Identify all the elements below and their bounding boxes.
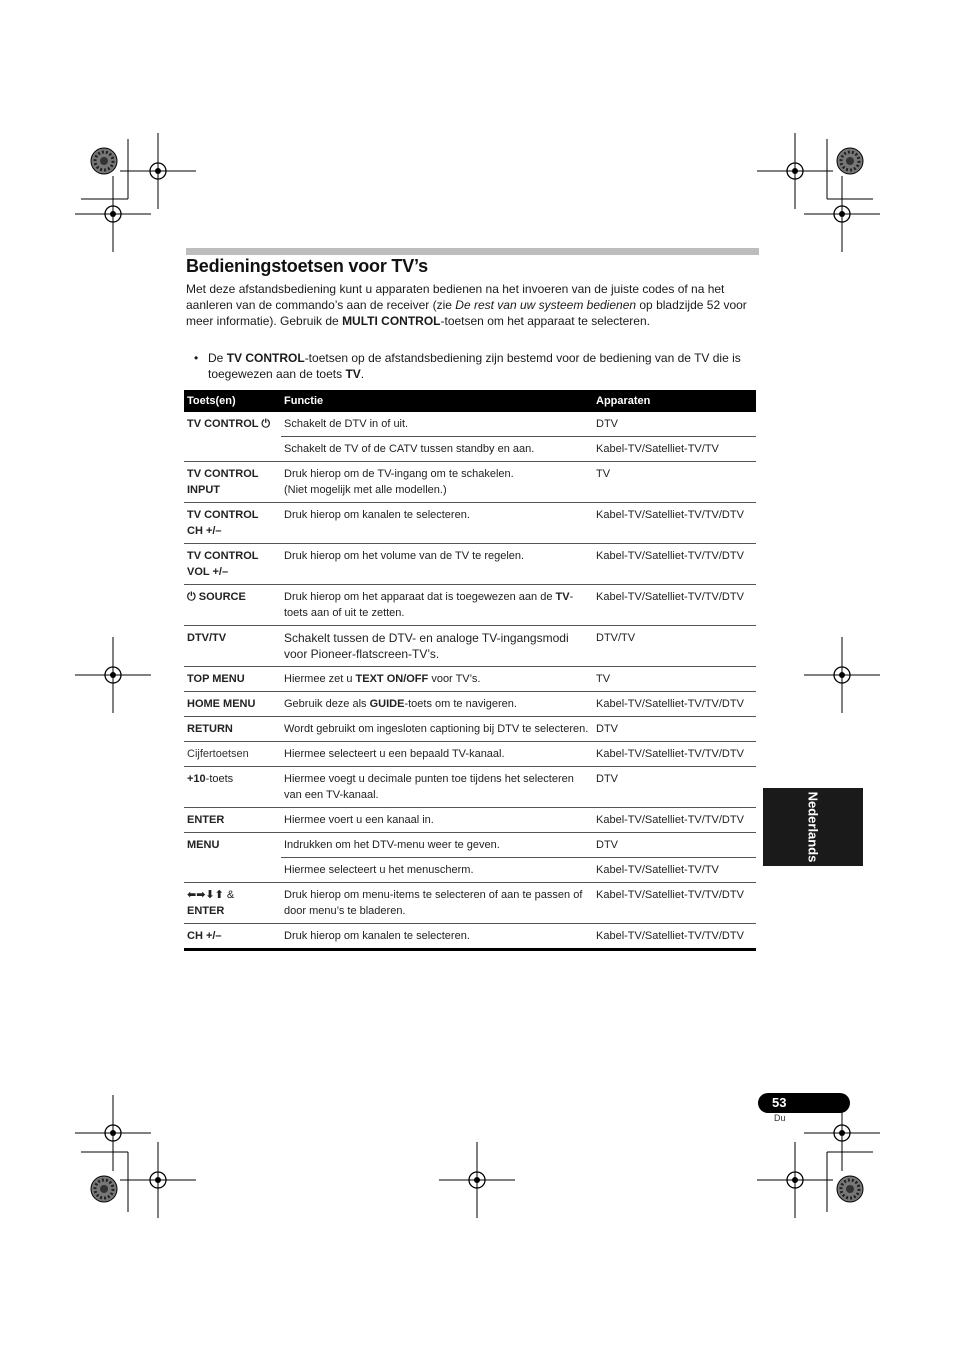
devices-cell: Kabel-TV/Satelliet-TV/TV [596,443,719,455]
table-row [184,767,756,808]
key-cell: HOME MENU [187,698,256,710]
function-text: Druk hierop om het apparaat dat is toegewezen aan de [284,591,556,603]
table-row [184,858,756,883]
key-function-table [184,390,756,951]
function-cell [281,462,593,503]
devices-cell: DTV [596,723,618,735]
table-row [184,437,756,462]
header-keys: Toets(en) [184,390,281,412]
devices-cell: Kabel-TV/Satelliet-TV/TV/DTV [596,698,744,710]
table-row [184,692,756,717]
function-cell: Hiermee voert u een kanaal in. [284,814,434,826]
key-cell [184,503,281,544]
devices-cell: TV [596,673,611,685]
function-key-name: GUIDE [369,698,405,710]
devices-cell: Kabel-TV/Satelliet-TV/TV/DTV [596,889,744,901]
key-cell: ⏻ SOURCE [187,591,246,603]
devices-cell: DTV [596,773,618,785]
key-cell: TOP MENU [187,673,245,685]
section-top-bar [186,248,759,255]
table-row [184,742,756,767]
page-title: Bedieningstoetsen voor TV’s [186,256,428,276]
bullet-key-name: TV CONTROL [226,351,305,365]
function-cell: Druk hierop om het volume van de TV te regelen. [284,550,525,562]
table-row [184,462,756,503]
table-row [184,503,756,544]
table-row [184,667,756,692]
key-cell: CH +/– [187,930,222,942]
devices-cell: Kabel-TV/Satelliet-TV/TV/DTV [596,814,744,826]
function-cell: Schakelt de DTV in of uit. [281,412,593,437]
page-number: 53 [772,1095,787,1110]
function-cell [281,692,593,717]
header-devices: Apparaten [593,390,756,412]
table-row [184,883,756,924]
function-key-name: TV [555,591,570,603]
key-cell: Cijfertoetsen [187,748,249,760]
key-line-1: TV CONTROL [187,550,259,562]
key-cell [184,544,281,585]
key-cell: ENTER [187,814,225,826]
key-cell: MENU [187,839,220,851]
key-cell [184,883,281,924]
function-text-tail: -toets aan of uit te zetten. [284,591,574,619]
key-cell [184,462,281,503]
key-cell: RETURN [187,723,233,735]
function-cell [281,667,593,692]
page-number-badge [758,1093,850,1113]
table-row [184,626,756,667]
devices-cell: DTV/TV [596,632,636,644]
key-cell [184,437,281,462]
language-code: Du [774,1113,786,1123]
key-cell [184,767,281,808]
function-key-name: TEXT ON/OFF [355,673,429,685]
intro-text-1: Met deze afstandsbediening kunt u apparaten bedienen na het invoeren van de juiste codes of na het aanleren van de commando’s aan de receiver (zie [186,282,725,312]
intro-key-name: MULTI CONTROL [342,314,441,328]
bullet-text-2: -toetsen op de afstandsbediening zijn bestemd voor de bediening van de TV die is toegewezen aan de toets [208,351,741,381]
function-text-tail: voor TV’s. [428,673,481,685]
function-cell: Hiermee voegt u decimale punten toe tijdens het selecteren van een TV-kanaal. [284,773,574,801]
key-cell: DTV/TV [187,632,227,644]
key-line-2: VOL +/– [187,566,229,578]
language-side-tab [763,788,863,866]
bullet-key-tv: TV [345,367,361,381]
function-line-1: Druk hierop om de TV-ingang om te schakelen. [284,468,514,480]
devices-cell: Kabel-TV/Satelliet-TV/TV [596,864,719,876]
table-row [184,924,756,950]
key-line-1: TV CONTROL [187,468,259,480]
table-row [184,833,756,858]
devices-cell: TV [596,468,611,480]
arrow-keys-icon: ⬅➡⬇⬆ [187,889,224,901]
table-row [184,585,756,626]
function-cell [281,585,593,626]
function-text-tail: -toets om te navigeren. [404,698,517,710]
devices-cell: Kabel-TV/Satelliet-TV/TV/DTV [596,509,744,521]
bullet-text-3: . [360,367,365,381]
key-suffix: & [223,889,235,901]
intro-paragraph [186,281,760,329]
table-header-row [184,390,756,412]
intro-text-3: -toetsen om het apparaat te selecteren. [440,314,650,328]
function-cell: Schakelt tussen de DTV- en analoge TV-ingangsmodi voor Pioneer-flatscreen-TV’s. [284,631,569,661]
table-row [184,717,756,742]
table-row [184,808,756,833]
key-line-1: TV CONTROL [187,509,259,521]
function-text: Hiermee zet u [284,673,356,685]
function-cell: Druk hierop om menu-items te selecteren of aan te passen of door menu’s te bladeren. [284,889,583,917]
function-cell: Schakelt de TV of de CATV tussen standby en aan. [284,443,535,455]
function-cell: Hiermee selecteert u een bepaald TV-kanaal. [284,748,505,760]
table-row [184,544,756,585]
intro-text-2: op bladzijde 52 voor meer informatie). Gebruik de [186,298,747,328]
devices-cell: Kabel-TV/Satelliet-TV/TV/DTV [596,930,744,942]
key-cell [184,858,281,883]
key-suffix: -toets [205,773,234,785]
key-name: +10 [187,773,206,785]
function-cell: Druk hierop om kanalen te selecteren. [284,509,470,521]
devices-cell: Kabel-TV/Satelliet-TV/TV/DTV [596,550,744,562]
function-text: Gebruik deze als [284,698,370,710]
function-cell: Hiermee selecteert u het menuscherm. [284,864,474,876]
bullet-text-1: De [208,351,227,365]
devices-cell: DTV [593,412,756,437]
language-tab-label: Nederlands [805,791,821,863]
key-line-2: CH +/– [187,525,222,537]
bullet-note [194,350,774,382]
function-cell: Indrukken om het DTV-menu weer te geven. [281,833,593,858]
intro-reference: De rest van uw systeem bedienen [455,298,637,312]
devices-cell: Kabel-TV/Satelliet-TV/TV/DTV [596,748,744,760]
function-line-2: (Niet mogelijk met alle modellen.) [284,484,447,496]
function-cell: Druk hierop om kanalen te selecteren. [284,930,470,942]
devices-cell: DTV [593,833,756,858]
key-line-2: INPUT [187,484,220,496]
devices-cell: Kabel-TV/Satelliet-TV/TV/DTV [596,591,744,603]
key-cell: TV CONTROL ⏻ [187,418,271,430]
key-line-2: ENTER [187,905,225,917]
header-function: Functie [281,390,593,412]
function-cell: Wordt gebruikt om ingesloten captioning bij DTV te selecteren. [284,723,589,735]
table-row [184,412,756,437]
